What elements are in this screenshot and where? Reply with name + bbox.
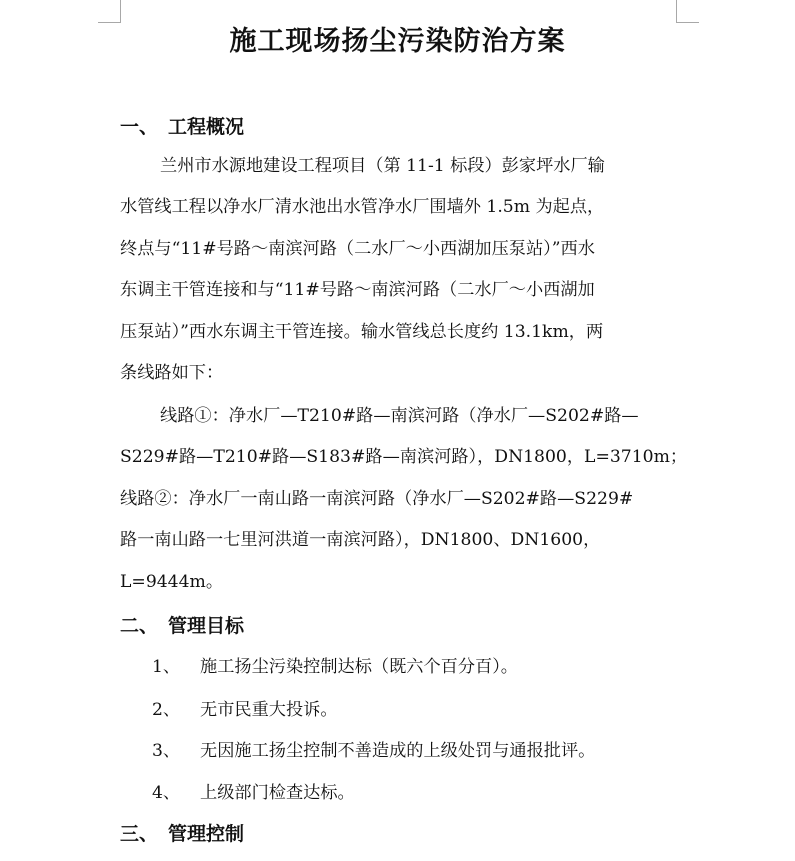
overview-line-3: 终点与“11#号路～南滨河路（二水厂～小西湖加压泵站）”西水 (120, 238, 595, 259)
section-number-3: 三、 (120, 823, 159, 845)
section-heading-3 (120, 820, 244, 848)
overview-line-1: 兰州市水源地建设工程项目（第 11-1 标段）彭家坪水厂输 (160, 156, 605, 176)
route-line-4: 路一南山路一七里河洪道一南滨河路），DN1800、DN1600， (120, 530, 601, 551)
section-title-2: 管理目标 (168, 615, 245, 637)
goal-item-4: 4、 上级部门检查达标。 (152, 783, 355, 803)
route-line-5: L=9444m。 (120, 571, 224, 592)
route-line-2: S229#路—T210#路—S183#路—南滨河路），DN1800，L=3710m； (120, 447, 688, 468)
section-title-1: 工程概况 (168, 116, 245, 138)
document-title: 施工现场扬尘污染防治方案 (229, 26, 566, 57)
overview-line-6: 条线路如下： (120, 363, 224, 384)
goal-item-2: 2、 无市民重大投诉。 (152, 700, 338, 720)
section-heading-1 (120, 113, 244, 141)
overview-line-5: 压泵站）”西水东调主干管连接。输水管线总长度约 13.1km，两 (120, 321, 604, 342)
section-heading-2 (120, 612, 244, 640)
overview-paragraph (120, 146, 680, 394)
section-number-2: 二、 (120, 615, 159, 637)
overview-line-4: 东调主干管连接和与“11#号路～南滨河路（二水厂～小西湖加 (120, 280, 595, 301)
goal-item-3: 3、 无因施工扬尘控制不善造成的上级处罚与通报批评。 (152, 741, 596, 761)
crop-mark-top-left (98, 0, 121, 23)
crop-mark-top-right (676, 0, 699, 23)
goal-item-1: 1、 施工扬尘污染控制达标（既六个百分百）。 (152, 657, 518, 677)
section-title-3: 管理控制 (168, 823, 245, 845)
route-line-1: 线路①：净水厂—T210#路—南滨河路（净水厂—S202#路— (160, 406, 639, 426)
overview-line-2: 水管线工程以净水厂清水池出水管净水厂围墙外 1.5m 为起点， (120, 197, 605, 218)
route-line-3: 线路②：净水厂一南山路一南滨河路（净水厂—S202#路—S229# (120, 488, 634, 509)
section-number-1: 一、 (120, 116, 159, 138)
route-paragraph (120, 396, 688, 603)
